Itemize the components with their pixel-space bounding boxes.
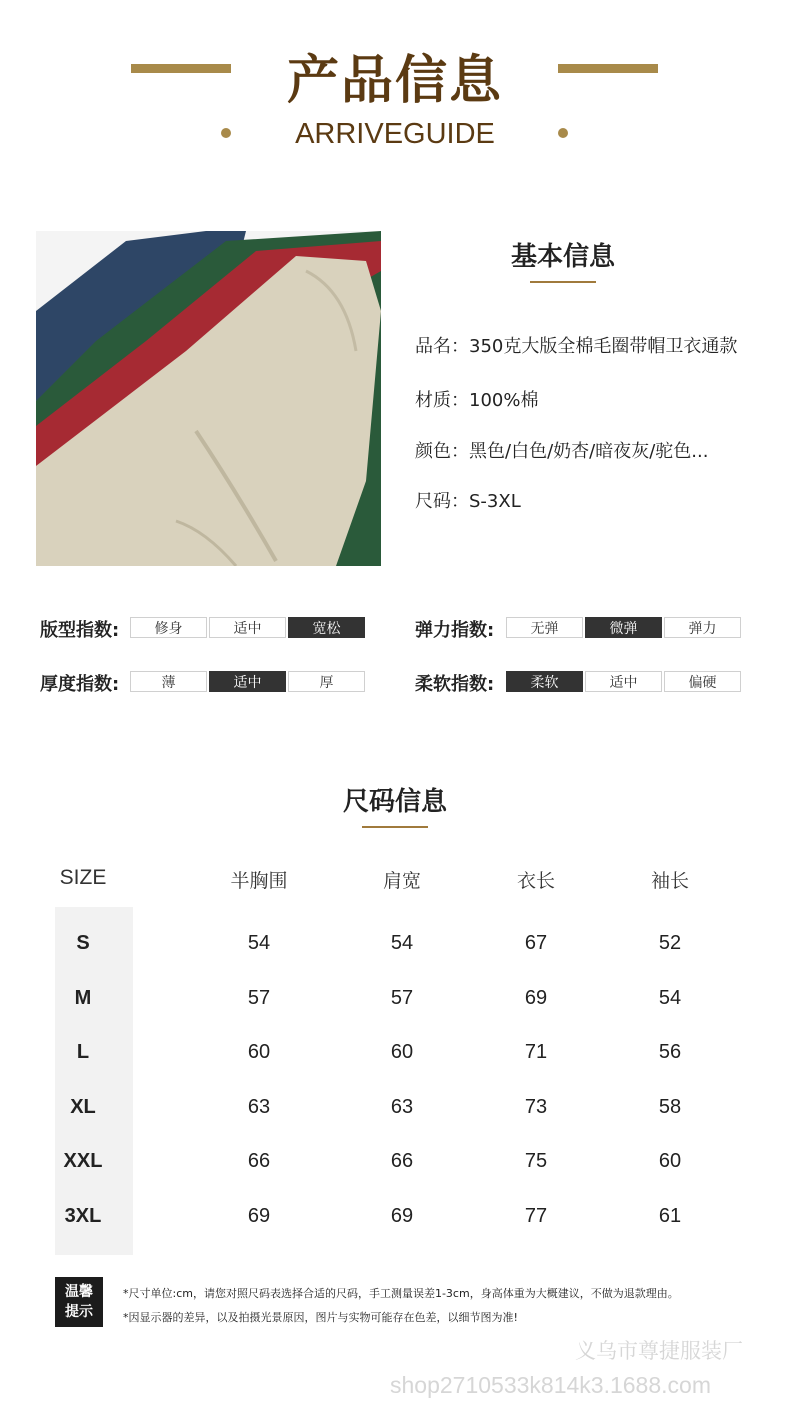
header-sleeve: 袖长 — [650, 870, 689, 892]
size-cell-size: XXL — [63, 1150, 103, 1172]
info-row-name — [415, 332, 737, 358]
info-value: 350克大版全棉毛圈带帽卫衣通款 — [469, 336, 738, 357]
thickness-option: 适中 — [209, 671, 286, 692]
size-cell-sleeve: 56 — [658, 1041, 682, 1063]
size-cell-length: 69 — [524, 987, 548, 1009]
size-cell-length: 67 — [524, 932, 548, 954]
tip-badge-line1: 温馨 — [65, 1284, 93, 1300]
size-cell-shoulder: 60 — [390, 1041, 414, 1063]
tip-line-1: *尺寸单位:cm，请您对照尺码表选择合适的尺码，手工测量误差1-3cm，身高体重为大概建议，不做为退款理由。 — [123, 1287, 679, 1300]
size-cell-shoulder: 69 — [390, 1205, 414, 1227]
elasticity-index-options — [506, 617, 741, 638]
elasticity-option: 无弹 — [506, 617, 583, 638]
fit-index-options — [130, 617, 365, 638]
header-size: SIZE — [59, 866, 107, 889]
softness-option: 柔软 — [506, 671, 583, 692]
info-row-color — [415, 437, 708, 463]
size-cell-sleeve: 60 — [658, 1150, 682, 1172]
product-photo — [36, 231, 381, 566]
size-cell-chest: 63 — [247, 1096, 271, 1118]
header-shoulder: 肩宽 — [382, 870, 421, 892]
size-cell-sleeve: 58 — [658, 1096, 682, 1118]
size-cell-sleeve: 52 — [658, 932, 682, 954]
page-title: 产品信息 — [286, 51, 503, 111]
size-cell-chest: 60 — [247, 1041, 271, 1063]
info-value: S-3XL — [469, 491, 521, 512]
size-cell-size: S — [76, 932, 90, 954]
info-value: 100%棉 — [469, 390, 539, 411]
size-cell-length: 71 — [524, 1041, 548, 1063]
size-column-shade — [55, 907, 133, 1255]
size-cell-shoulder: 54 — [390, 932, 414, 954]
thickness-index-label: 厚度指数: — [40, 674, 120, 695]
size-info-underline — [362, 826, 428, 828]
basic-info-title: 基本信息 — [510, 242, 615, 272]
thickness-option: 薄 — [130, 671, 207, 692]
fit-index-label: 版型指数: — [40, 620, 120, 641]
size-cell-size: L — [76, 1041, 90, 1063]
tip-line-2: *因显示器的差异，以及拍摄光景原因，图片与实物可能存在色差，以细节图为准! — [123, 1311, 518, 1324]
info-label: 材质： — [415, 390, 469, 411]
info-label: 品名： — [415, 336, 469, 357]
size-cell-shoulder: 57 — [390, 987, 414, 1009]
watermark-company: 义乌市尊捷服装厂 — [575, 1339, 743, 1363]
page-subtitle: ARRIVEGUIDE — [295, 118, 495, 150]
thickness-index-options — [130, 671, 365, 692]
info-row-size — [415, 487, 521, 513]
size-cell-length: 77 — [524, 1205, 548, 1227]
header-length: 衣长 — [516, 870, 555, 892]
info-row-material — [415, 386, 538, 412]
elasticity-index-label: 弹力指数: — [415, 620, 495, 641]
size-cell-shoulder: 63 — [390, 1096, 414, 1118]
size-cell-chest: 54 — [247, 932, 271, 954]
info-value: 黑色/白色/奶杏/暗夜灰/驼色... — [469, 441, 709, 462]
header-chest: 半胸围 — [230, 870, 288, 892]
thickness-option: 厚 — [288, 671, 365, 692]
size-cell-chest: 66 — [247, 1150, 271, 1172]
size-cell-shoulder: 66 — [390, 1150, 414, 1172]
watermark-shop-url: shop2710533k814k3.1688.com — [390, 1372, 711, 1398]
info-label: 颜色： — [415, 441, 469, 462]
size-cell-sleeve: 54 — [658, 987, 682, 1009]
size-cell-sleeve: 61 — [658, 1205, 682, 1227]
softness-option: 适中 — [585, 671, 662, 692]
size-info-title: 尺码信息 — [342, 787, 447, 817]
size-cell-chest: 57 — [247, 987, 271, 1009]
fit-option: 适中 — [209, 617, 286, 638]
size-cell-size: M — [74, 987, 92, 1009]
hoodie-stack-image — [36, 231, 381, 566]
softness-index-label: 柔软指数: — [415, 674, 495, 695]
fit-option: 修身 — [130, 617, 207, 638]
elasticity-option: 弹力 — [664, 617, 741, 638]
size-cell-length: 73 — [524, 1096, 548, 1118]
fit-option: 宽松 — [288, 617, 365, 638]
elasticity-option: 微弹 — [585, 617, 662, 638]
size-cell-chest: 69 — [247, 1205, 271, 1227]
size-cell-size: XL — [70, 1096, 96, 1118]
basic-info-underline — [530, 281, 596, 283]
size-cell-length: 75 — [524, 1150, 548, 1172]
info-label: 尺码： — [415, 491, 469, 512]
tip-badge-line2: 提示 — [65, 1304, 93, 1320]
softness-option: 偏硬 — [664, 671, 741, 692]
softness-index-options — [506, 671, 741, 692]
tip-badge — [55, 1277, 103, 1327]
size-cell-size: 3XL — [64, 1205, 102, 1227]
